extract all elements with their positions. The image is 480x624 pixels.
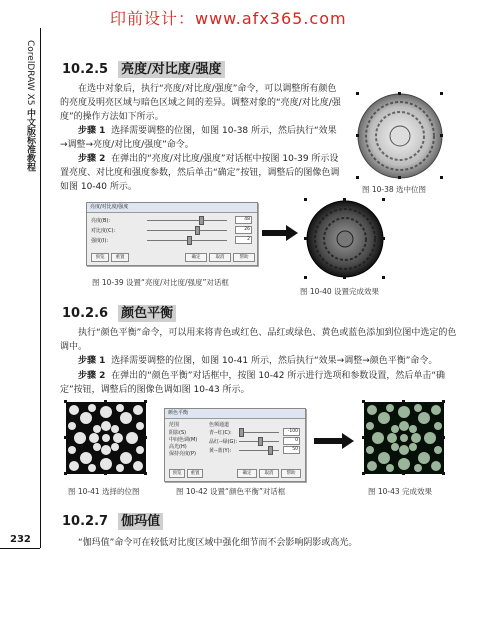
figure-10-38-image: [352, 88, 448, 184]
paragraph-intro: 执行“颜色平衡”命令，可以用来将青色或红色、品红或绿色、黄色或蓝色添加到位图中选定的色调中。: [60, 328, 457, 352]
contrast-value[interactable]: 26: [235, 226, 252, 234]
magenta-green-slider[interactable]: [239, 441, 279, 442]
arrow-right-icon: [262, 225, 298, 241]
range-heading: 范围: [169, 422, 180, 428]
section-heading-color-balance: [62, 302, 176, 321]
preview-button[interactable]: 预览: [169, 469, 185, 478]
preview-button[interactable]: 预览: [91, 253, 109, 262]
brightness-value[interactable]: 48: [235, 216, 252, 224]
section-heading-gamma: [62, 510, 163, 529]
sidebar-title: [24, 40, 37, 171]
shadows-checkbox[interactable]: 阴影(S): [169, 430, 187, 436]
contrast-slider[interactable]: [147, 230, 227, 231]
section-number: 10.2.6: [62, 306, 109, 321]
figure-10-41-caption: 图 10-41 选择的位图: [68, 487, 140, 496]
step-label: 步骤 1: [78, 126, 106, 136]
figure-10-42-caption: 图 10-42 设置“颜色平衡”对话框: [176, 487, 286, 496]
ok-button[interactable]: 确定: [185, 253, 207, 262]
series-title: 中文版标准教程: [25, 108, 35, 172]
yellow-blue-slider[interactable]: [239, 450, 279, 451]
figure-10-41-image: [64, 400, 148, 476]
page-number-rule: [0, 548, 40, 549]
figure-10-39-caption: 图 10-39 设置“亮度/对比度/强度”对话框: [92, 278, 229, 287]
reset-button[interactable]: 重置: [111, 253, 129, 262]
highlights-checkbox[interactable]: 高光(H): [169, 444, 187, 450]
step-1-paragraph: [60, 124, 342, 152]
cyan-red-slider[interactable]: [239, 432, 279, 433]
yellow-blue-value[interactable]: 50: [283, 446, 300, 454]
magenta-green-value[interactable]: 0: [283, 437, 300, 445]
cancel-button[interactable]: 取消: [209, 253, 231, 262]
figure-10-38-caption: 图 10-38 选中位图: [362, 185, 427, 194]
section-title: 亮度/对比度/强度: [118, 61, 225, 78]
section-title: 颜色平衡: [118, 305, 176, 322]
help-button[interactable]: 帮助: [233, 253, 255, 262]
dialog-title: 颜色平衡: [165, 409, 305, 419]
watermark-text: 印前设计：www.afx365.com: [110, 9, 347, 28]
step-text: 选择需要调整的位图，如图 10-41 所示，然后执行“效果→调整→颜色平衡”命令。: [111, 356, 438, 366]
step-2-paragraph: [60, 152, 342, 194]
contrast-label: 对比度(C):: [91, 228, 116, 234]
figure-10-40-image: [302, 196, 388, 282]
help-button[interactable]: 帮助: [281, 469, 301, 478]
step-2-paragraph: [60, 369, 460, 397]
yellow-blue-label: 黄--蓝(Y):: [209, 448, 232, 454]
arrow-right-icon: [314, 433, 354, 449]
brightness-slider[interactable]: [147, 220, 227, 221]
cyan-red-value[interactable]: -100: [283, 428, 300, 436]
paragraph-intro: “伽玛值”命令可在较低对比度区域中强化细节而不会影响阴影或高光。: [78, 538, 358, 548]
step-1-paragraph: [60, 354, 460, 368]
section-title: 伽玛值: [118, 513, 163, 530]
section-number: 10.2.5: [62, 62, 109, 77]
intensity-slider[interactable]: [147, 240, 227, 241]
step-text: 在弹出的“亮度/对比度/强度”对话框中按图 10-39 所示设置亮度、对比度和强度参数，然后单击“确定”按钮，调整后的图像色调如图 10-40 所示。: [60, 154, 340, 192]
reset-button[interactable]: 重置: [187, 469, 203, 478]
cyan-red-label: 青--红(C):: [209, 430, 232, 436]
midtones-checkbox[interactable]: 中间色调(M): [169, 437, 198, 443]
paragraph-intro: 在选中对象后，执行“亮度/对比度/强度”命令，可以调整所有颜色的亮度及明亮区域与暗色区域之间的差异。调整对象的“亮度/对比度/强度”的操作方法如下所示。: [60, 84, 341, 122]
section-heading-brightness: [62, 58, 225, 77]
step-text: 选择需要调整的位图，如图 10-38 所示，然后执行“效果→调整→亮度/对比度/强度”命令。: [60, 126, 337, 150]
figure-10-43-image: [362, 400, 446, 476]
preserve-luminance-checkbox[interactable]: 保持亮度(P): [169, 451, 196, 457]
book-title: CorelDRAW X5: [25, 40, 35, 106]
step-label: 步骤 2: [78, 154, 106, 164]
dialog-title: 亮度/对比度/强度: [87, 203, 257, 213]
figure-10-43-caption: 图 10-43 完成效果: [368, 487, 433, 496]
color-balance-dialog: [164, 408, 306, 482]
magenta-green-label: 品红--绿(G):: [209, 439, 238, 445]
figure-10-40-caption: 图 10-40 设置完成效果: [300, 287, 380, 296]
page-number: 232: [10, 534, 31, 545]
step-label: 步骤 1: [78, 356, 106, 366]
step-label: 步骤 2: [78, 371, 106, 381]
channel-heading: 色频通道: [209, 422, 230, 428]
cancel-button[interactable]: 取消: [259, 469, 279, 478]
intensity-value[interactable]: 2: [235, 236, 252, 244]
ok-button[interactable]: 确定: [237, 469, 257, 478]
intensity-label: 强度(I):: [91, 238, 109, 244]
brightness-dialog: [86, 202, 258, 266]
brightness-label: 亮度(B):: [91, 218, 111, 224]
section-number: 10.2.7: [62, 514, 109, 529]
step-text: 在弹出的“颜色平衡”对话框中，按图 10-42 所示进行选项和参数设置，然后单击“确定”按钮，调整后的图像色调如图 10-43 所示。: [60, 371, 446, 395]
